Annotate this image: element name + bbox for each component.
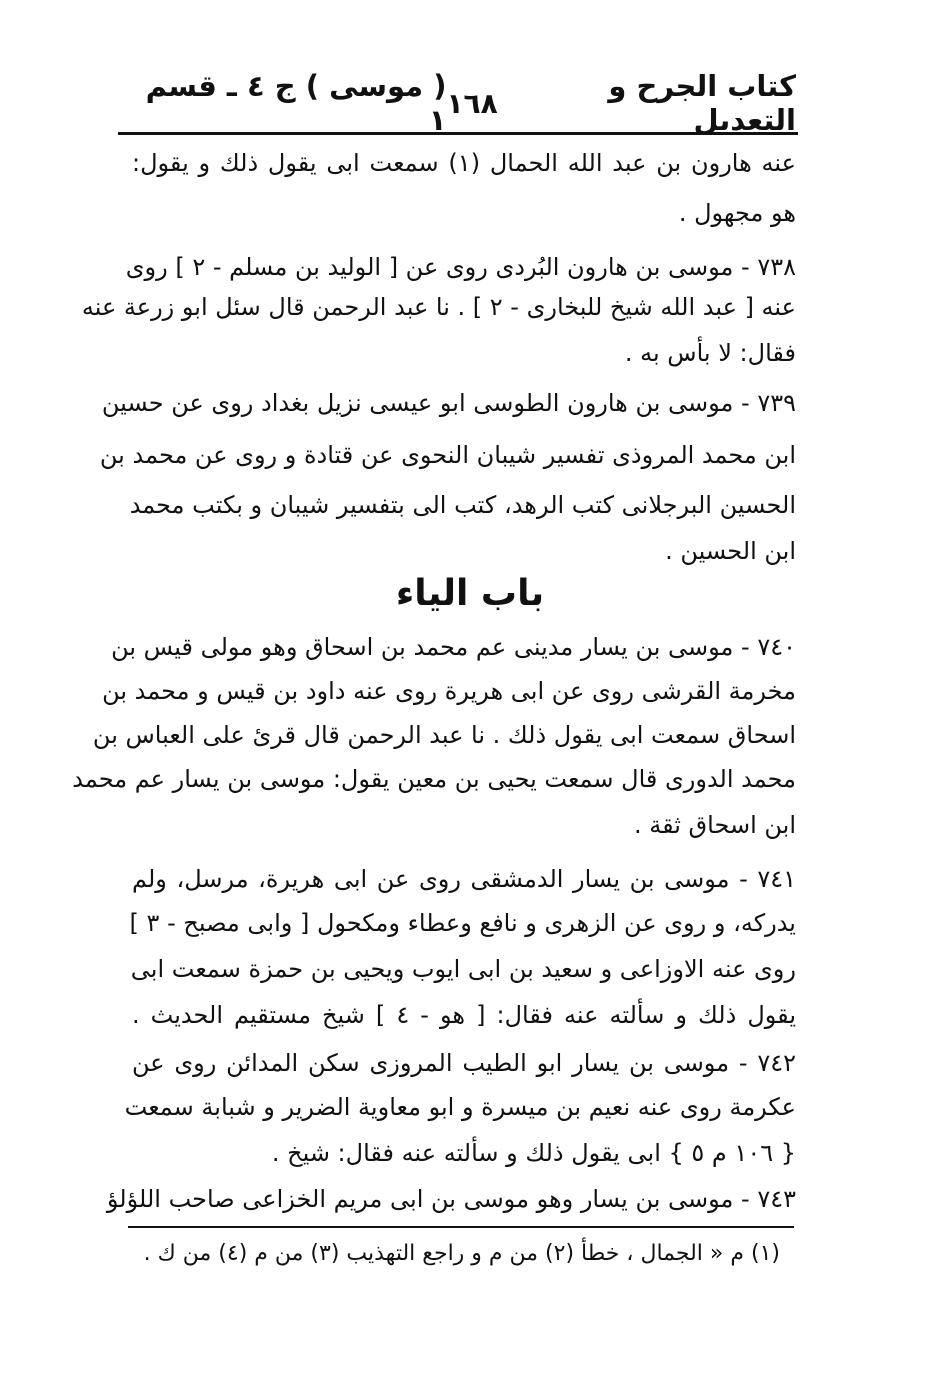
text-line: الحسين البرجلانى كتب الرهد، كتب الى بتفسير شيبان و بكتب محمد (129, 491, 796, 519)
entry-743-line: ٧٤٣ - موسى بن يسار وهو موسى بن ابى مريم الخزاعى صاحب اللؤلؤ (106, 1185, 796, 1213)
footnote-rule (128, 1226, 794, 1228)
text-line: { ١٠٦ م ٥ } ابى يقول ذلك و سألته عنه فقال: شيخ . (271, 1139, 796, 1167)
text-line: يقول ذلك و سألته عنه فقال: [ هو - ٤ ] شيخ مستقيم الحديث . (132, 1001, 796, 1029)
footnote: (١) م « الجمال ، خطأ (٢) من م و راجع التهذيب (٣) من م (٤) من ك . (143, 1241, 780, 1266)
entry-740-line: ٧٤٠ - موسى بن يسار مدينى عم محمد بن اسحاق وهو مولى قيس بن (111, 633, 796, 661)
text-line: ابن محمد المروذى تفسير شيبان النحوى عن قتادة و روى عن محمد بن (99, 441, 796, 469)
text-line: مخرمة القرشى روى عن ابى هريرة روى عنه داود بن قيس و محمد بن (102, 677, 796, 705)
text-line: روى عنه الاوزاعى و سعيد بن ابى ايوب ويحيى بن حمزة سمعت ابى (130, 955, 796, 983)
text-line: عنه [ عبد الله شيخ للبخارى - ٢ ] . نا عبد الرحمن قال سئل ابو زرعة عنه (81, 293, 796, 321)
entry-742-line: ٧٤٢ - موسى بن يسار ابو الطيب المروزى سكن المدائن روى عن (132, 1049, 796, 1077)
text-line: اسحاق سمعت ابى يقول ذلك . نا عبد الرحمن قال قرئ على العباس بن (92, 721, 796, 749)
text-line: ابن الحسين . (665, 537, 796, 565)
text-line: محمد الدورى قال سمعت يحيى بن معين يقول: موسى بن يسار عم محمد (72, 765, 796, 793)
entry-741-line: ٧٤١ - موسى بن يسار الدمشقى روى عن ابى هريرة، مرسل، ولم (132, 865, 796, 893)
header-rule (118, 132, 798, 135)
entry-739-line: ٧٣٩ - موسى بن هارون الطوسى ابو عيسى نزيل بغداد روى عن حسين (101, 389, 796, 417)
text-line: عكرمة روى عنه نعيم بن ميسرة و ابو معاوية الضرير و شبابة سمعت (124, 1093, 796, 1121)
page-number: ١٦٨ (446, 86, 498, 120)
text-line: فقال: لا بأس به . (624, 339, 796, 367)
text-line: ابن اسحاق ثقة . (633, 811, 796, 839)
page-header (120, 69, 796, 137)
section-title: باب الياء (395, 573, 545, 614)
text-line: عنه هارون بن عبد الله الحمال (١) سمعت ابى يقول ذلك و يقول: (132, 149, 796, 177)
text-line: هو مجهول . (678, 199, 796, 227)
volume-section: ( موسى ) ج ٤ ـ قسم ١ (145, 69, 447, 137)
book-title: كتاب الجرح و التعديل (608, 69, 796, 137)
entry-738-line: ٧٣٨ - موسى بن هارون البُردى روى عن [ الوليد بن مسلم - ٢ ] روى (125, 253, 796, 281)
text-line: يدركه، و روى عن الزهرى و نافع وعطاء ومكحول [ وابى مصبح - ٣ ] (129, 909, 796, 937)
